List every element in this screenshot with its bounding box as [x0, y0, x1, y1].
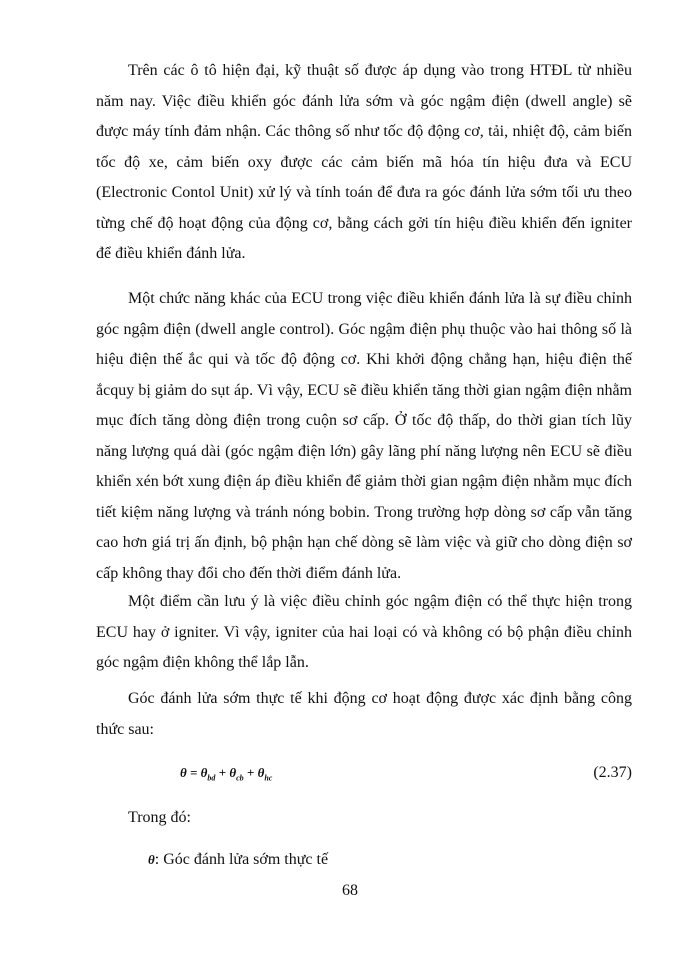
paragraph-4: Góc đánh lửa sớm thực tế khi động cơ hoạt động được xác định bằng công thức sau:: [96, 690, 632, 738]
definition-symbol: θ: [148, 852, 155, 867]
equation-formula: $\theta = \theta_{bd} + \theta_{cb} + \theta_{hc}$: [180, 765, 273, 783]
paragraph-3: Một điểm cần lưu ý là việc điều chỉnh góc ngậm điện có thể thực hiện trong ECU hay ở igniter. Vì vậy, igniter của hai loại có và không có bộ phận điều chỉnh góc ngậm điện không thể lắp lẫn.: [96, 593, 632, 671]
paragraph-1: Trên các ô tô hiện đại, kỹ thuật số được áp dụng vào trong HTĐL từ nhiều năm nay. Việc điều khiển góc đánh lửa sớm và góc ngậm điện (dwell angle) sẽ được máy tính đảm nhận. Các thông số như tốc độ động cơ, tải, nhiệt độ, cảm biến tốc độ xe, cảm biến oxy được các cảm biến mã hóa tín hiệu đưa và ECU (Electronic Contol Unit) xử lý và tính toán để đưa ra góc đánh lửa sớm tối ưu theo từng chế độ hoạt động của động cơ, bằng cách gởi tín hiệu điều khiển đến igniter để điều khiển đánh lửa.: [96, 62, 632, 262]
where-label: Trong đó:: [128, 809, 191, 826]
definition-text: : Góc đánh lửa sớm thực tế: [154, 851, 329, 868]
definition-theta: [148, 848, 328, 872]
equation-number: (2.37): [593, 764, 632, 781]
page-number: 68: [342, 882, 358, 899]
paragraph-2: Một chức năng khác của ECU trong việc điều khiển đánh lửa là sự điều chỉnh góc ngậm điện (dwell angle control). Góc ngậm điện phụ thuộc vào hai thông số là hiệu điện thế ắc qui và tốc độ động cơ. Khi khởi động chẳng hạn, hiệu điện thế ắcquy bị giảm do sụt áp. Vì vậy, ECU sẽ điều khiển tăng thời gian ngậm điện nhằm mục đích tăng dòng điện trong cuộn sơ cấp. Ở tốc độ thấp, do thời gian tích lũy năng lượng quá dài (góc ngậm điện lớn) gây lãng phí năng lượng nên ECU sẽ điều khiển xén bớt xung điện áp điều khiển để giảm thời gian ngậm điện nhằm mục đích tiết kiệm năng lượng và tránh nóng bobin. Trong trường hợp dòng sơ cấp vẫn tăng cao hơn giá trị ấn định, bộ phận hạn chế dòng sẽ làm việc và giữ cho dòng điện sơ cấp không thay đổi cho đến thời điểm đánh lửa.: [96, 290, 632, 582]
equation-2-37: [180, 758, 632, 788]
